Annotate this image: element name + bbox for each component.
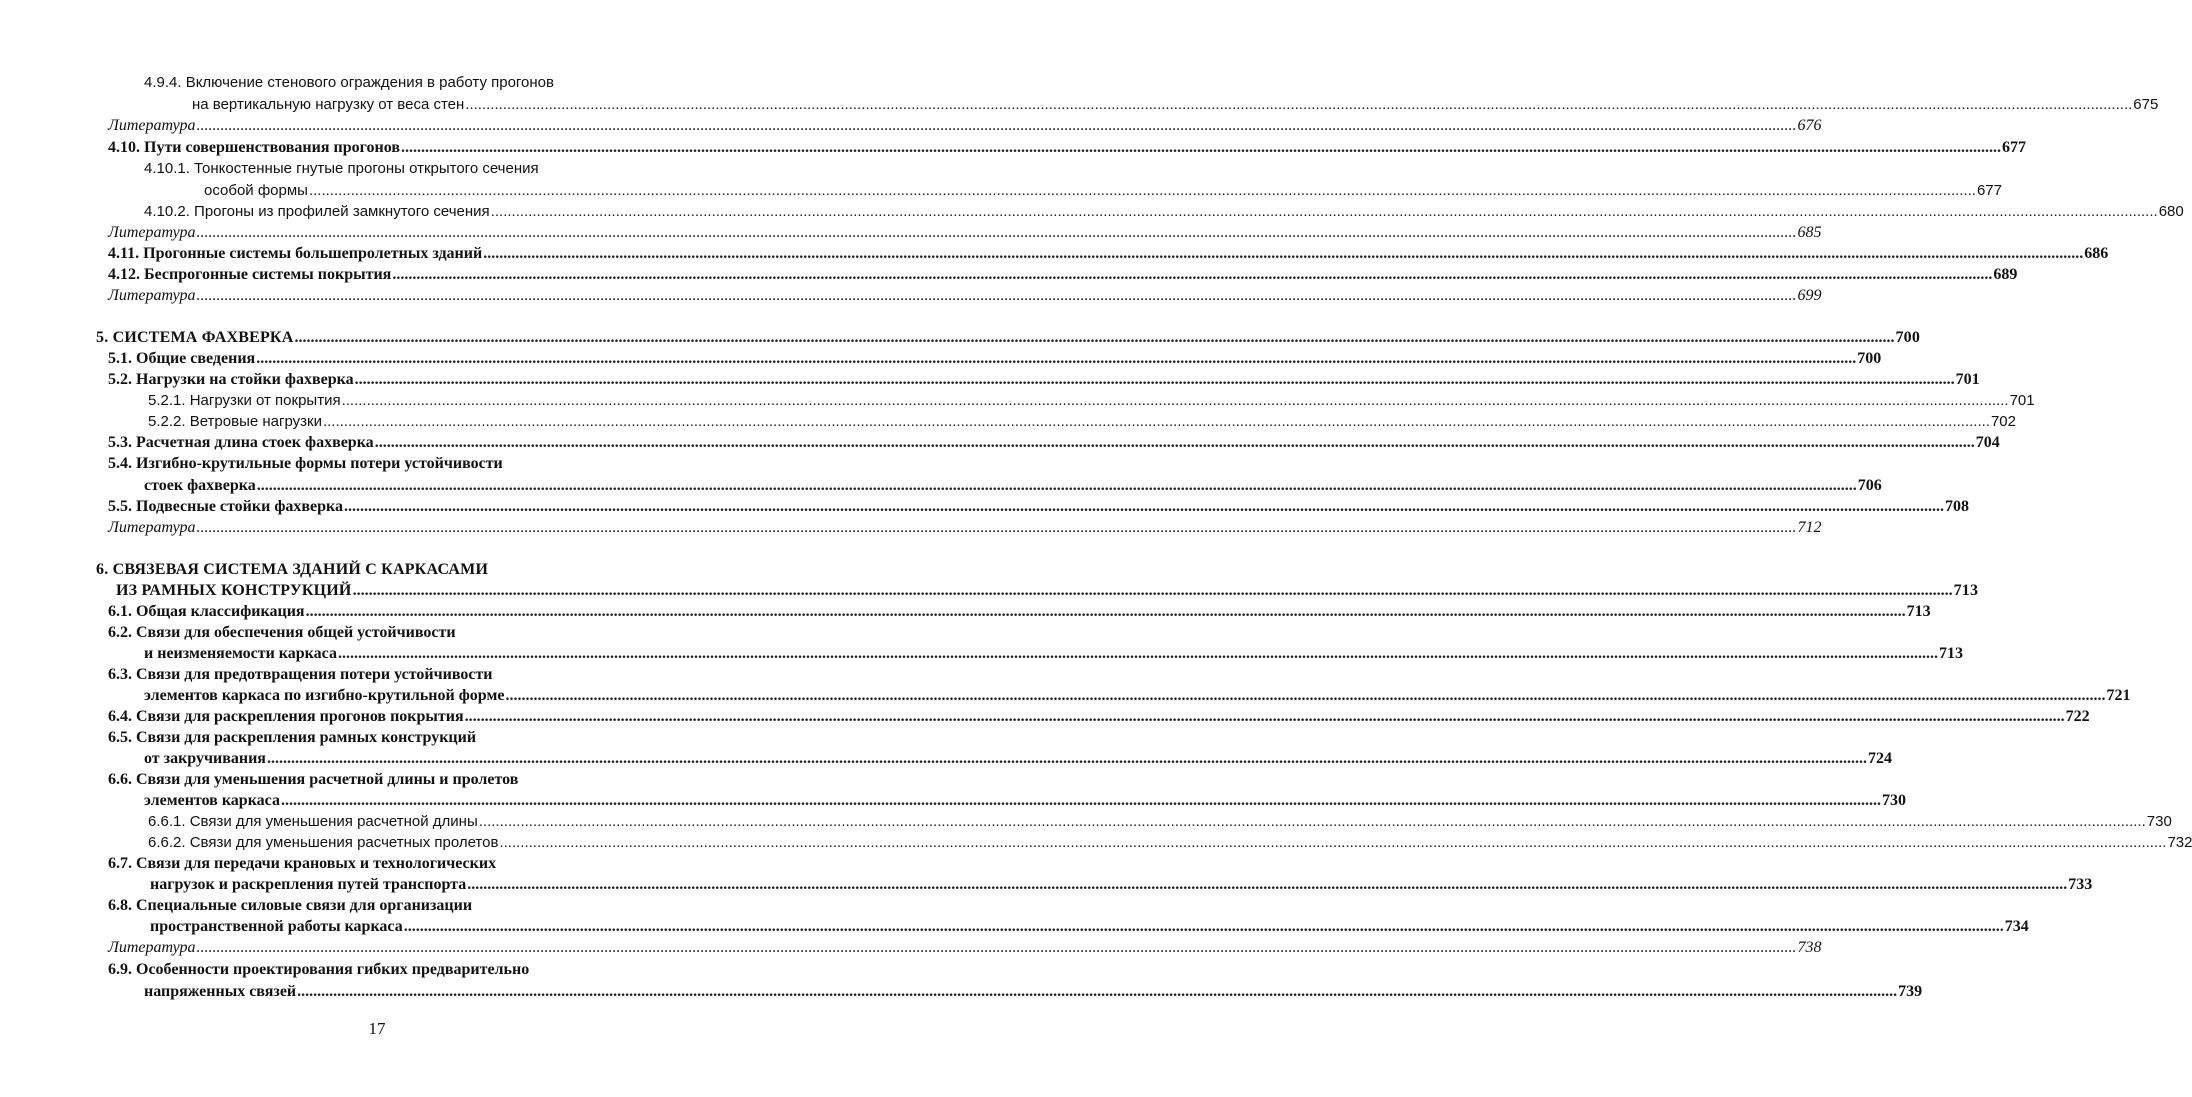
dot-leader: ................................................................................................................................................................................................................................................................................................................................................................................................................ <box>305 603 1906 620</box>
toc-entry-ch-6 <box>116 580 1979 601</box>
toc-entry-title: 4.10.2. Прогоны из профилей замкнутого сечения <box>144 203 490 220</box>
toc-entry-page: 677 <box>1976 182 2002 199</box>
dot-leader: ................................................................................................................................................................................................................................................................................................................................................................................................................ <box>341 392 2009 409</box>
toc-entry-4-9-4 <box>192 94 2159 115</box>
toc-entry-title: от закручивания <box>144 750 266 767</box>
toc-entry-title: особой формы <box>204 182 308 199</box>
toc-entry-title: 5.3. Расчетная длина стоек фахверка <box>108 434 374 451</box>
toc-entry-4-10-2 <box>144 201 2184 222</box>
dot-leader: ................................................................................................................................................................................................................................................................................................................................................................................................................ <box>322 413 1990 430</box>
toc-entry-lit-c <box>108 285 1822 306</box>
toc-entry-5-1 <box>108 348 1882 369</box>
dot-leader: ................................................................................................................................................................................................................................................................................................................................................................................................................ <box>467 876 2068 893</box>
toc-entry-title-line: 6.6. Связи для уменьшения расчетной длины и пролетов <box>108 771 519 788</box>
toc-entry-page: 713 <box>1906 603 1931 620</box>
dot-leader: ................................................................................................................................................................................................................................................................................................................................................................................................................ <box>337 645 1938 662</box>
toc-entry-title: 5. СИСТЕМА ФАХВЕРКА <box>96 329 294 346</box>
toc-entry-title: 4.10. Пути совершенствования прогонов <box>108 139 400 156</box>
toc-entry-page: 732 <box>2167 834 2192 851</box>
dot-leader: ................................................................................................................................................................................................................................................................................................................................................................................................................ <box>280 792 1881 809</box>
toc-entry-title: элементов каркаса <box>144 792 280 809</box>
toc-entry-6-1 <box>108 601 1931 622</box>
toc-entry-title-line: 6.3. Связи для предотвращения потери устойчивости <box>108 666 493 683</box>
toc-entry-title: и неизменяемости каркаса <box>144 645 337 662</box>
toc-entry-page: 712 <box>1797 519 1822 536</box>
dot-leader: ................................................................................................................................................................................................................................................................................................................................................................................................................ <box>297 983 1898 1000</box>
toc-entry-page: 680 <box>2158 203 2184 220</box>
toc-entry-title-line: 6.5. Связи для раскрепления рамных конструкций <box>108 729 477 746</box>
toc-entry-title: нагрузок и раскрепления путей транспорта <box>150 876 467 893</box>
dot-leader: ................................................................................................................................................................................................................................................................................................................................................................................................................ <box>478 813 2146 830</box>
toc-entry-4-10-1 <box>204 180 2002 201</box>
dot-leader: ................................................................................................................................................................................................................................................................................................................................................................................................................ <box>464 708 2065 725</box>
dot-leader: ................................................................................................................................................................................................................................................................................................................................................................................................................ <box>196 519 1797 536</box>
toc-entry-6-3 <box>144 685 2131 706</box>
toc-entry-page: 722 <box>2065 708 2090 725</box>
toc-entry-page: 706 <box>1857 477 1882 494</box>
toc-entry-6-9 <box>144 981 1923 1002</box>
toc-entry-lit-d <box>108 517 1822 538</box>
toc-entry-6-4 <box>108 706 2090 727</box>
toc-entry-6-6-1 <box>148 811 2172 832</box>
toc-entry-ch-5 <box>96 327 1921 348</box>
toc-entry-title: 6.6.2. Связи для уменьшения расчетных пролетов <box>148 834 499 851</box>
toc-entry-title: на вертикальную нагрузку от веса стен <box>192 96 465 113</box>
dot-leader: ................................................................................................................................................................................................................................................................................................................................................................................................................ <box>403 918 2004 935</box>
toc-entry-page: 702 <box>1990 413 2016 430</box>
toc-entry-title: 6.4. Связи для раскрепления прогонов покрытия <box>108 708 464 725</box>
toc-entry-page: 675 <box>2133 96 2159 113</box>
toc-entry-page: 689 <box>1993 266 2018 283</box>
toc-entry-page: 677 <box>2001 139 2026 156</box>
toc-entry-title: Литература <box>108 519 196 536</box>
toc-entry-title: 4.11. Прогонные системы большепролетных зданий <box>108 245 483 262</box>
toc-entry-title: 4.12. Беспрогонные системы покрытия <box>108 266 392 283</box>
dot-leader: ................................................................................................................................................................................................................................................................................................................................................................................................................ <box>294 329 1895 346</box>
toc-entry-page: 708 <box>1945 498 1970 515</box>
toc-entry-page: 730 <box>1881 792 1906 809</box>
toc-entry-title-line: 5.4. Изгибно-крутильные формы потери устойчивости <box>108 455 503 472</box>
dot-leader: ................................................................................................................................................................................................................................................................................................................................................................................................................ <box>374 434 1975 451</box>
page-number: 17 <box>368 1019 386 1038</box>
toc-entry-page: 724 <box>1867 750 1892 767</box>
toc-entry-6-6 <box>144 790 1906 811</box>
toc-entry-title: напряженных связей <box>144 983 297 1000</box>
toc-entry-6-8 <box>150 916 2029 937</box>
dot-leader: ................................................................................................................................................................................................................................................................................................................................................................................................................ <box>354 371 1955 388</box>
toc-entry-page: 700 <box>1895 329 1921 346</box>
toc-entry-title: 5.2. Нагрузки на стойки фахверка <box>108 371 354 388</box>
toc-entry-5-5 <box>108 496 1970 517</box>
toc-entry-title: ИЗ РАМНЫХ КОНСТРУКЦИЙ <box>116 582 352 599</box>
toc-entry-title: стоек фахверка <box>144 477 256 494</box>
toc-entry-6-6-2 <box>148 832 2192 853</box>
toc-entry-page: 721 <box>2106 687 2131 704</box>
toc-entry-title: 5.1. Общие сведения <box>108 350 256 367</box>
toc-entry-lit-b <box>108 222 1822 243</box>
toc-entry-title-line: 6. СВЯЗЕВАЯ СИСТЕМА ЗДАНИЙ С КАРКАСАМИ <box>96 561 489 578</box>
toc-entry-5-2-1 <box>148 390 2035 411</box>
toc-entry-title: 5.2.1. Нагрузки от покрытия <box>148 392 341 409</box>
toc-entry-page: 699 <box>1797 287 1822 304</box>
dot-leader: ................................................................................................................................................................................................................................................................................................................................................................................................................ <box>256 350 1857 367</box>
toc-entry-title-line: 6.2. Связи для обеспечения общей устойчивости <box>108 624 456 641</box>
toc-entry-page: 701 <box>1955 371 1980 388</box>
toc-entry-title: Литература <box>108 117 196 134</box>
dot-leader: ................................................................................................................................................................................................................................................................................................................................................................................................................ <box>344 498 1945 515</box>
toc-entry-page: 734 <box>2004 918 2029 935</box>
dot-leader: ................................................................................................................................................................................................................................................................................................................................................................................................................ <box>196 939 1797 956</box>
toc-entry-page: 685 <box>1797 224 1822 241</box>
toc-entry-5-4 <box>144 475 1882 496</box>
toc-entry-title-line: 6.9. Особенности проектирования гибких предварительно <box>108 961 530 978</box>
dot-leader: ................................................................................................................................................................................................................................................................................................................................................................................................................ <box>196 117 1797 134</box>
dot-leader: ................................................................................................................................................................................................................................................................................................................................................................................................................ <box>483 245 2084 262</box>
toc-entry-title: 5.5. Подвесные стойки фахверка <box>108 498 344 515</box>
toc-entry-lit-a <box>108 115 1822 136</box>
toc-entry-page: 686 <box>2084 245 2109 262</box>
toc-entry-title: 5.2.2. Ветровые нагрузки <box>148 413 322 430</box>
toc-entry-page: 739 <box>1898 983 1923 1000</box>
toc-entry-6-2 <box>144 643 1963 664</box>
toc-entry-title: элементов каркаса по изгибно-крутильной форме <box>144 687 505 704</box>
toc-entry-title: 6.6.1. Связи для уменьшения расчетной длины <box>148 813 478 830</box>
toc-entry-page: 738 <box>1797 939 1822 956</box>
toc-entry-4-10 <box>108 137 2026 158</box>
dot-leader: ................................................................................................................................................................................................................................................................................................................................................................................................................ <box>490 203 2158 220</box>
dot-leader: ................................................................................................................................................................................................................................................................................................................................................................................................................ <box>352 582 1953 599</box>
toc-entry-5-2 <box>108 369 1980 390</box>
dot-leader: ................................................................................................................................................................................................................................................................................................................................................................................................................ <box>266 750 1867 767</box>
toc-entry-page: 700 <box>1857 350 1882 367</box>
toc-entry-5-2-2 <box>148 411 2016 432</box>
toc-entry-4-11 <box>108 243 2109 264</box>
toc-entry-title: 6.1. Общая классификация <box>108 603 305 620</box>
dot-leader: ................................................................................................................................................................................................................................................................................................................................................................................................................ <box>499 834 2167 851</box>
toc-entry-6-5 <box>144 748 1892 769</box>
toc-entry-6-7 <box>150 874 2093 895</box>
toc-entry-title-line: 6.8. Специальные силовые связи для организации <box>108 897 473 914</box>
toc-entry-title-line: 4.9.4. Включение стенового ограждения в работу прогонов <box>144 74 554 91</box>
dot-leader: ................................................................................................................................................................................................................................................................................................................................................................................................................ <box>465 96 2133 113</box>
toc-entry-title: пространственной работы каркаса <box>150 918 403 935</box>
dot-leader: ................................................................................................................................................................................................................................................................................................................................................................................................................ <box>505 687 2106 704</box>
dot-leader: ................................................................................................................................................................................................................................................................................................................................................................................................................ <box>256 477 1857 494</box>
toc-entry-title-line: 4.10.1. Тонкостенные гнутые прогоны открытого сечения <box>144 160 539 177</box>
toc-entry-title: Литература <box>108 939 196 956</box>
toc-entry-lit-e <box>108 937 1822 958</box>
toc-entry-page: 733 <box>2068 876 2093 893</box>
toc-entry-page: 730 <box>2146 813 2172 830</box>
toc-entry-page: 704 <box>1975 434 2000 451</box>
dot-leader: ................................................................................................................................................................................................................................................................................................................................................................................................................ <box>196 224 1797 241</box>
toc-entry-page: 676 <box>1797 117 1822 134</box>
toc-entry-page: 701 <box>2009 392 2035 409</box>
toc-entry-page: 713 <box>1938 645 1963 662</box>
toc-entry-5-3 <box>108 432 2000 453</box>
toc-entry-title: Литература <box>108 224 196 241</box>
dot-leader: ................................................................................................................................................................................................................................................................................................................................................................................................................ <box>392 266 1993 283</box>
toc-entry-page: 713 <box>1953 582 1979 599</box>
toc-entry-title: Литература <box>108 287 196 304</box>
dot-leader: ................................................................................................................................................................................................................................................................................................................................................................................................................ <box>400 139 2001 156</box>
dot-leader: ................................................................................................................................................................................................................................................................................................................................................................................................................ <box>308 182 1976 199</box>
toc-entry-title-line: 6.7. Связи для передачи крановых и технологических <box>108 855 497 872</box>
toc-entry-4-12 <box>108 264 2018 285</box>
dot-leader: ................................................................................................................................................................................................................................................................................................................................................................................................................ <box>196 287 1797 304</box>
